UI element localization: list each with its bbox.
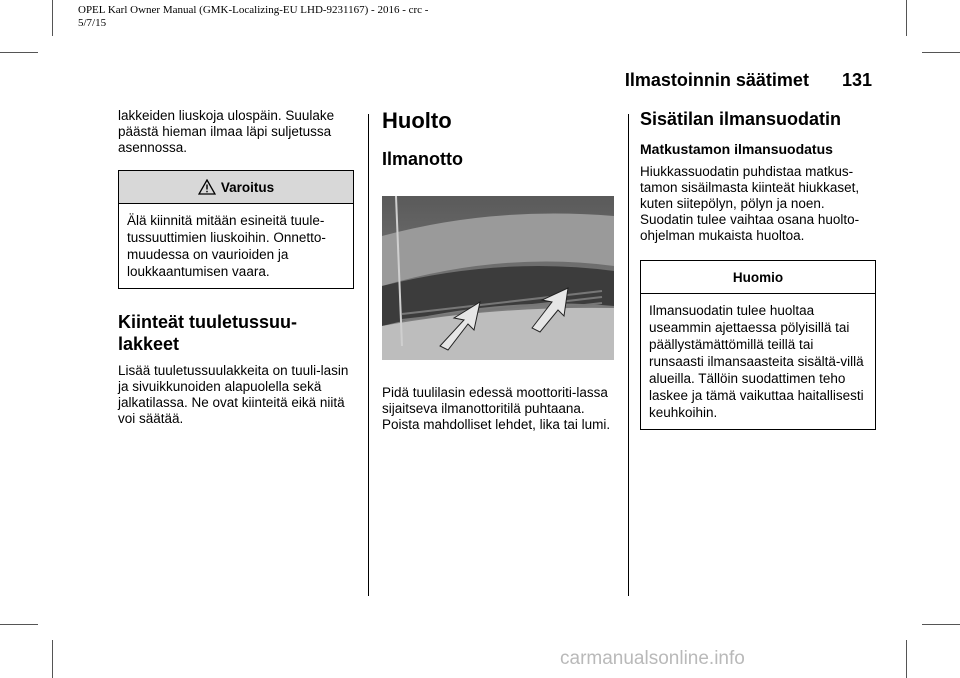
air-intake-photo: [382, 196, 614, 360]
crop-mark: [0, 52, 38, 53]
document-meta: [78, 4, 498, 30]
intro-text: lakkeiden liuskoja ulospäin. Suulake päästä hieman ilmaa läpi suljetussa asennossa.: [118, 108, 335, 155]
crop-mark: [922, 624, 960, 625]
warning-icon: [198, 179, 216, 195]
watermark: carmanualsonline.info: [560, 648, 745, 669]
crop-mark: [922, 52, 960, 53]
cabin-filter-heading: Sisätilan ilmansuodatin: [640, 109, 842, 129]
fixed-vents-text: Lisää tuuletussuulakkeita on tuuli-lasin ja sivuikkunoiden alapuolella sekä jalkatilassa. Ne ovat kiinteitä eikä niitä voi säätää.: [118, 363, 349, 426]
crop-mark: [906, 0, 907, 36]
crop-mark: [0, 624, 38, 625]
notice-box: [640, 260, 876, 430]
meta-line-1: OPEL Karl Owner Manual (GMK-Localizing-EU LHD-9231167) - 2016 - crc -: [78, 4, 429, 16]
air-intake-heading: Ilmanotto: [382, 149, 463, 169]
column-right: [640, 108, 876, 430]
fixed-vents-heading: Kiinteät tuuletussuu-lakkeet: [118, 312, 297, 354]
column-divider: [628, 114, 629, 596]
warning-text: Älä kiinnitä mitään esineitä tuule-tussuuttimien liuskoihin. Onnetto-muudessa on vaurioiden ja loukkaantumisen vaara.: [127, 213, 326, 279]
cabin-filtration-subheading: Matkustamon ilmansuodatus: [640, 141, 833, 157]
crop-mark: [52, 640, 53, 678]
column-left: [118, 108, 354, 427]
notice-header: [641, 261, 875, 294]
running-head: [625, 70, 872, 91]
notice-text: Ilmansuodatin tulee huoltaa useammin ajettaessa pölyisillä tai päällystämättömillä teillä tai runsaasti ilmansaasteita sisältä-villä alueilla. Tällöin suodattimen teho laskee ja tämä vaikuttaa haitallisesti keuhkoihin.: [649, 303, 864, 420]
warning-header: [119, 171, 353, 204]
warning-box: [118, 170, 354, 289]
crop-mark: [906, 640, 907, 678]
air-intake-text: Pidä tuulilasin edessä moottoriti-lassa sijaitseva ilmanottoritilä puhtaana. Poista mahdolliset lehdet, lika tai lumi.: [382, 385, 611, 432]
cabin-filter-text: Hiukkassuodatin puhdistaa matkus-tamon sisäilmasta kiinteät hiukkaset, kuten siitepölyn, pölyn ja noen. Suodatin tulee vaihtaa osana huolto-ohjelman mukaista huoltoa.: [640, 164, 860, 243]
warning-title: Varoitus: [220, 179, 275, 195]
page-number: 131: [841, 70, 872, 90]
column-middle: [382, 108, 618, 433]
crop-mark: [52, 0, 53, 36]
column-divider: [368, 114, 369, 596]
chapter-title: Ilmastoinnin säätimet: [624, 70, 809, 90]
meta-line-2: 5/7/15: [78, 17, 107, 29]
section-title: Huolto: [382, 108, 452, 133]
notice-title: Huomio: [732, 269, 784, 285]
